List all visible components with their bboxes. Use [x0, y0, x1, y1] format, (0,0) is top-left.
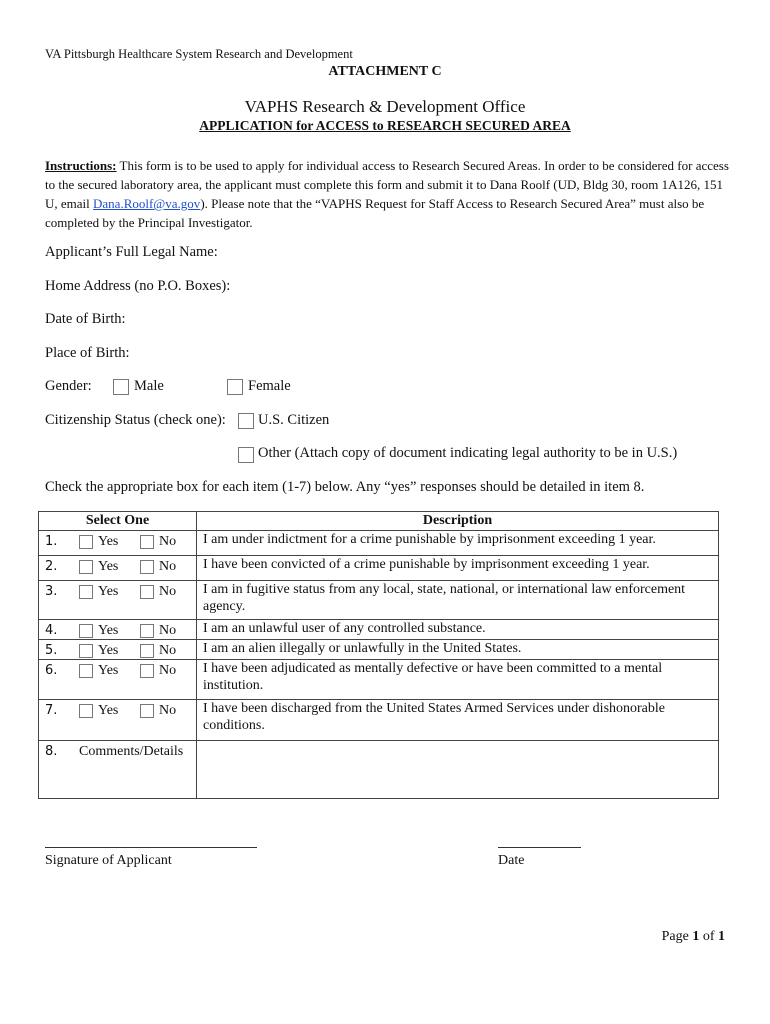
item-number: 3.: [45, 584, 58, 599]
attachment-label: ATTACHMENT C: [328, 64, 442, 79]
yes-label: Yes: [98, 584, 119, 599]
table-row: [39, 700, 719, 741]
office-title: VAPHS Research & Development Office: [244, 97, 526, 116]
female-label: Female: [248, 378, 291, 394]
dob-label: Date of Birth:: [45, 311, 126, 327]
page-prefix: Page: [661, 929, 693, 944]
other-citizen-checkbox[interactable]: [238, 447, 254, 463]
comments-label: Comments/Details: [79, 744, 184, 759]
comments-row: [39, 741, 719, 799]
description-header: Description: [197, 512, 719, 531]
page-number: [662, 929, 725, 945]
yes-label: Yes: [98, 534, 119, 549]
date-label: Date: [498, 853, 525, 868]
male-label: Male: [134, 378, 164, 394]
item-description: I am in fugitive status from any local, state, national, or international law enforcement agency.: [197, 581, 719, 620]
no-label: No: [159, 643, 177, 658]
yes-label: Yes: [98, 703, 119, 718]
yes-checkbox[interactable]: [79, 624, 93, 638]
no-checkbox[interactable]: [140, 624, 154, 638]
table-row: [39, 660, 719, 700]
instructions: [45, 156, 730, 232]
other-citizen-label: Other (Attach copy of document indicating legal authority to be in U.S.): [258, 445, 678, 461]
no-label: No: [159, 584, 177, 599]
yes-checkbox[interactable]: [79, 535, 93, 549]
yes-checkbox[interactable]: [79, 585, 93, 599]
org-header: VA Pittsburgh Healthcare System Research and Development: [45, 47, 353, 61]
yes-checkbox[interactable]: [79, 704, 93, 718]
item-number: 1.: [45, 534, 58, 549]
gender-label: Gender:: [45, 378, 92, 394]
item-number: 7.: [45, 703, 58, 718]
us-citizen-label: U.S. Citizen: [258, 412, 330, 428]
instructions-text-end: ). Please note that the “VAPHS Request for Staff Access to Research Secured Area” must also be completed by the Principal Investigator.: [45, 196, 705, 230]
date-line[interactable]: [498, 847, 581, 848]
comments-field[interactable]: [197, 741, 719, 799]
table-row: [39, 556, 719, 581]
signature-line[interactable]: [45, 847, 257, 848]
yes-label: Yes: [98, 559, 119, 574]
item-description: I have been adjudicated as mentally defective or have been committed to a mental institution.: [197, 660, 719, 700]
item-number: 2.: [45, 559, 58, 574]
no-checkbox[interactable]: [140, 560, 154, 574]
check-instructions: Check the appropriate box for each item (1-7) below. Any “yes” responses should be detailed in item 8.: [45, 479, 645, 495]
yes-checkbox[interactable]: [79, 644, 93, 658]
no-label: No: [159, 623, 177, 638]
signature-label: Signature of Applicant: [45, 853, 172, 868]
female-checkbox[interactable]: [227, 379, 243, 395]
email-link[interactable]: Dana.Roolf@va.gov: [93, 196, 201, 211]
yes-checkbox[interactable]: [79, 560, 93, 574]
no-checkbox[interactable]: [140, 704, 154, 718]
item-description: I am an unlawful user of any controlled substance.: [197, 620, 719, 640]
no-checkbox[interactable]: [140, 585, 154, 599]
select-one-header: Select One: [39, 512, 197, 531]
home-address-label: Home Address (no P.O. Boxes):: [45, 278, 231, 294]
item-number: 5.: [45, 643, 58, 658]
no-label: No: [159, 559, 177, 574]
pob-label: Place of Birth:: [45, 345, 130, 361]
yes-checkbox[interactable]: [79, 664, 93, 678]
item-description: I have been convicted of a crime punishable by imprisonment exceeding 1 year.: [197, 556, 719, 581]
item-number: 8.: [45, 744, 58, 759]
us-citizen-checkbox[interactable]: [238, 413, 254, 429]
citizenship-label: Citizenship Status (check one):: [45, 412, 226, 428]
full-name-label: Applicant’s Full Legal Name:: [45, 244, 218, 260]
male-checkbox[interactable]: [113, 379, 129, 395]
instructions-label: Instructions:: [45, 158, 117, 173]
no-label: No: [159, 703, 177, 718]
yes-label: Yes: [98, 643, 119, 658]
yes-label: Yes: [98, 663, 119, 678]
no-checkbox[interactable]: [140, 664, 154, 678]
no-checkbox[interactable]: [140, 535, 154, 549]
item-description: I am an alien illegally or unlawfully in the United States.: [197, 640, 719, 660]
page-of: of: [699, 929, 718, 944]
page-total: 1: [718, 929, 725, 944]
item-description: I have been discharged from the United States Armed Services under dishonorable conditions.: [197, 700, 719, 741]
item-number: 4.: [45, 623, 58, 638]
table-header-row: [39, 512, 719, 531]
form-title: APPLICATION for ACCESS to RESEARCH SECURED AREA: [199, 118, 571, 133]
no-label: No: [159, 534, 177, 549]
table-row: [39, 581, 719, 620]
no-label: No: [159, 663, 177, 678]
item-number: 6.: [45, 663, 58, 678]
instructions-text: This form is to be used to apply for individual access to Research Secured Areas. In order to be considered for access to the secured laboratory area, the applicant must complete this form and submit it to Dana Roolf (UD, Bldg 30, room 1A126, 151 U, email: [45, 158, 729, 211]
no-checkbox[interactable]: [140, 644, 154, 658]
table-row: [39, 620, 719, 640]
item-description: I am under indictment for a crime punishable by imprisonment exceeding 1 year.: [197, 531, 719, 556]
questions-table: [38, 511, 719, 799]
table-row: [39, 640, 719, 660]
page-current: 1: [692, 929, 700, 944]
table-row: [39, 531, 719, 556]
yes-label: Yes: [98, 623, 119, 638]
